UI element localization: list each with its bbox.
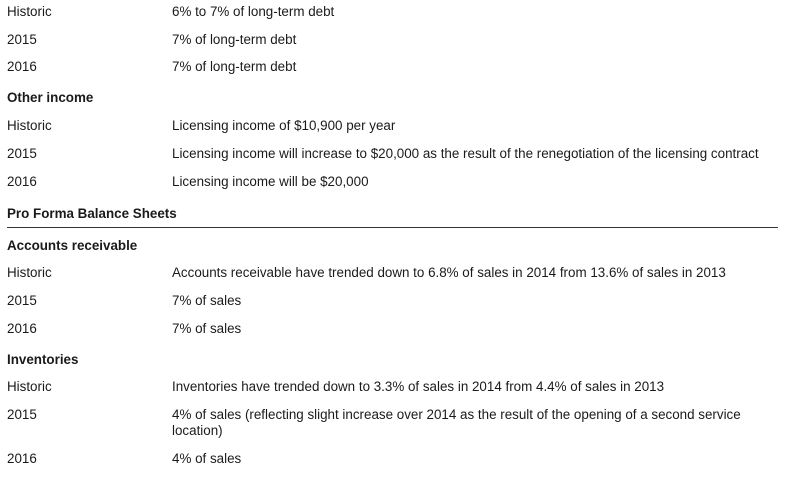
- row-label: 2015: [7, 146, 37, 161]
- row-label: Historic: [7, 4, 52, 19]
- row-label: Historic: [7, 118, 52, 133]
- row-text: Licensing income will be $20,000: [172, 174, 369, 189]
- other-income-2016-row: [7, 174, 778, 190]
- ar-historic-row: [7, 265, 778, 281]
- inventories-2016-row: [7, 451, 778, 467]
- other-income-heading: Other income: [7, 90, 94, 105]
- row-text: 4% of sales (reflecting slight increase over 2014 as the result of the opening of a second service location): [172, 407, 741, 438]
- row-text: Accounts receivable have trended down to 6.8% of sales in 2014 from 13.6% of sales in 2013: [172, 265, 726, 280]
- row-text: Licensing income of $10,900 per year: [172, 118, 396, 133]
- row-label: Historic: [7, 379, 52, 394]
- interest-2016-row: [7, 59, 778, 75]
- row-text: 7% of long-term debt: [172, 59, 297, 74]
- row-label: 2016: [7, 451, 37, 466]
- row-label: 2015: [7, 293, 37, 308]
- interest-2015-row: [7, 32, 778, 48]
- row-text: 4% of sales: [172, 451, 242, 466]
- row-label: 2015: [7, 32, 37, 47]
- inventories-historic-row: [7, 379, 778, 395]
- row-label: Historic: [7, 265, 52, 280]
- row-text: Licensing income will increase to $20,000 as the result of the renegotiation of the licensing contract: [172, 146, 759, 161]
- row-label: 2016: [7, 174, 37, 189]
- row-text: 7% of long-term debt: [172, 32, 297, 47]
- other-income-historic-row: [7, 118, 778, 134]
- row-text: 7% of sales: [172, 293, 242, 308]
- ar-2015-row: [7, 293, 778, 309]
- document-page: [7, 0, 778, 467]
- row-text: 6% to 7% of long-term debt: [172, 4, 335, 19]
- row-text: Inventories have trended down to 3.3% of sales in 2014 from 4.4% of sales in 2013: [172, 379, 665, 394]
- inventories-2015-row: [7, 407, 778, 439]
- other-income-2015-row: [7, 146, 778, 162]
- section-title: Pro Forma Balance Sheets: [7, 206, 778, 228]
- row-label: 2016: [7, 321, 37, 336]
- accounts-receivable-heading: Accounts receivable: [7, 238, 138, 253]
- ar-2016-row: [7, 321, 778, 337]
- row-label: 2016: [7, 59, 37, 74]
- interest-historic-row: [7, 4, 778, 20]
- inventories-heading: Inventories: [7, 352, 79, 367]
- row-label: 2015: [7, 407, 37, 422]
- row-text: 7% of sales: [172, 321, 242, 336]
